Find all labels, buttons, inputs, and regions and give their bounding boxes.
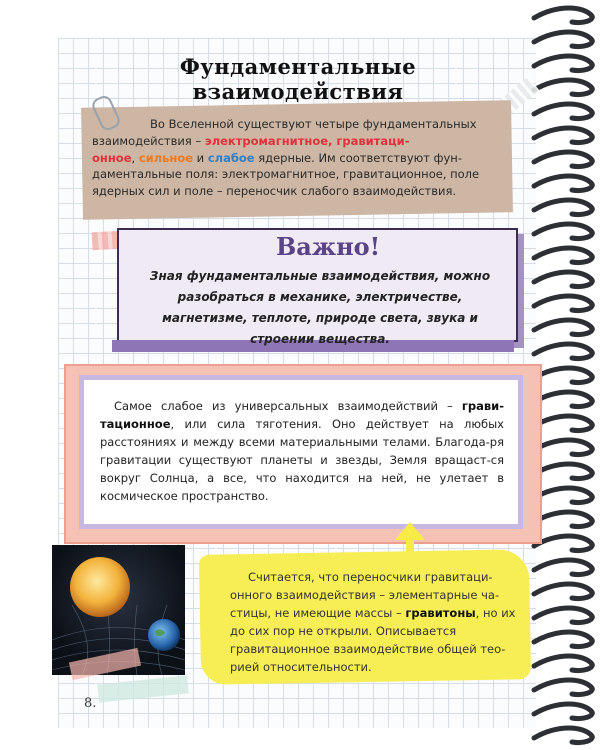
spiral-ring [534,704,592,719]
spiral-ring [534,152,592,167]
intro-line: Во Вселенной существуют четыре фундаментальных [150,117,477,131]
note-fragment: , но их до сих пор не открыли. Описывается гравитационное взаимодействие общей тео-рией относительности. [230,606,516,674]
spiral-ring [534,464,592,479]
spiral-ring [534,728,592,743]
important-heading: Важно! [276,232,381,261]
spiral-ring [534,392,592,407]
spiral-ring [534,344,592,359]
spiral-ring [534,488,592,503]
gravity-fragment: , или сила тяготения. Оно действует на любых расстояниях и между всеми материальными телами. Благода-ря гравитации существуют планеты и звезды, Земля вращаст-ся вокруг Солнца, а все, что находится на ней, не улетает в космическое пространство. [100,417,504,503]
intro-fragment: , [131,150,139,165]
graviton-text [230,568,520,676]
spiral-ring [534,416,592,431]
earth-icon [148,619,180,651]
intro-fragment: ядерные. Им соответствуют фун- [254,150,462,165]
intro-line: ядерных сил и поле – переносчик слабого взаимодействия. [92,184,457,199]
term-gravitons: гравитоны [405,606,476,620]
spiral-ring [534,584,592,599]
spiral-ring [534,656,592,671]
spiral-ring [534,440,592,455]
spiral-ring [534,320,592,335]
spiral-ring [534,104,592,119]
spiral-ring [534,680,592,695]
gravity-fragment: Самое слабое из универсальных взаимодействий – [114,399,462,413]
spiral-ring [534,128,592,143]
important-text: Зная фундаментальные взаимодействия, можно разобраться в механике, электричестве, магнетизме, теплоте, природе света, звука и строении вещества. [149,269,491,346]
spiral-ring [534,248,592,263]
term-electromagnetic: электромагнитное, гравитаци- [204,133,410,148]
spiral-ring [534,224,592,239]
spiral-ring [534,512,592,527]
spiral-ring [534,608,592,623]
gravity-text [100,397,504,505]
spiral-ring [534,32,592,47]
spiral-ring [534,560,592,575]
spiral-ring [534,272,592,287]
spiral-ring [534,536,592,551]
page-number: 8. [84,696,97,711]
intro-line [92,133,504,150]
spiral-ring [534,200,592,215]
spiral-ring [534,368,592,383]
spiral-ring [534,56,592,71]
intro-line [92,150,504,167]
page-title: Фундаментальные взаимодействия [179,54,417,104]
term-strong: сильное [138,150,194,165]
spiral-ring [534,632,592,647]
intro-text [92,116,504,200]
term-gravitational-bold: грави-тационное [100,399,504,431]
spiral-ring [534,296,592,311]
intro-fragment: и [193,150,208,165]
note-fragment: Считается, что переносчики гравитаци-онного взаимодействия – элементарные ча-стицы, не имеющие массы – [230,570,500,620]
term-weak: слабое [207,150,255,165]
sun-icon [70,557,130,617]
spiral-ring [534,176,592,191]
spiral-ring [534,80,592,95]
intro-fragment: взаимодействия – [92,133,205,148]
intro-line: даментальные поля: электромагнитное, гравитационное, поле [92,167,480,182]
spiral-ring [534,8,592,23]
term-gravitational: онное [92,150,132,165]
